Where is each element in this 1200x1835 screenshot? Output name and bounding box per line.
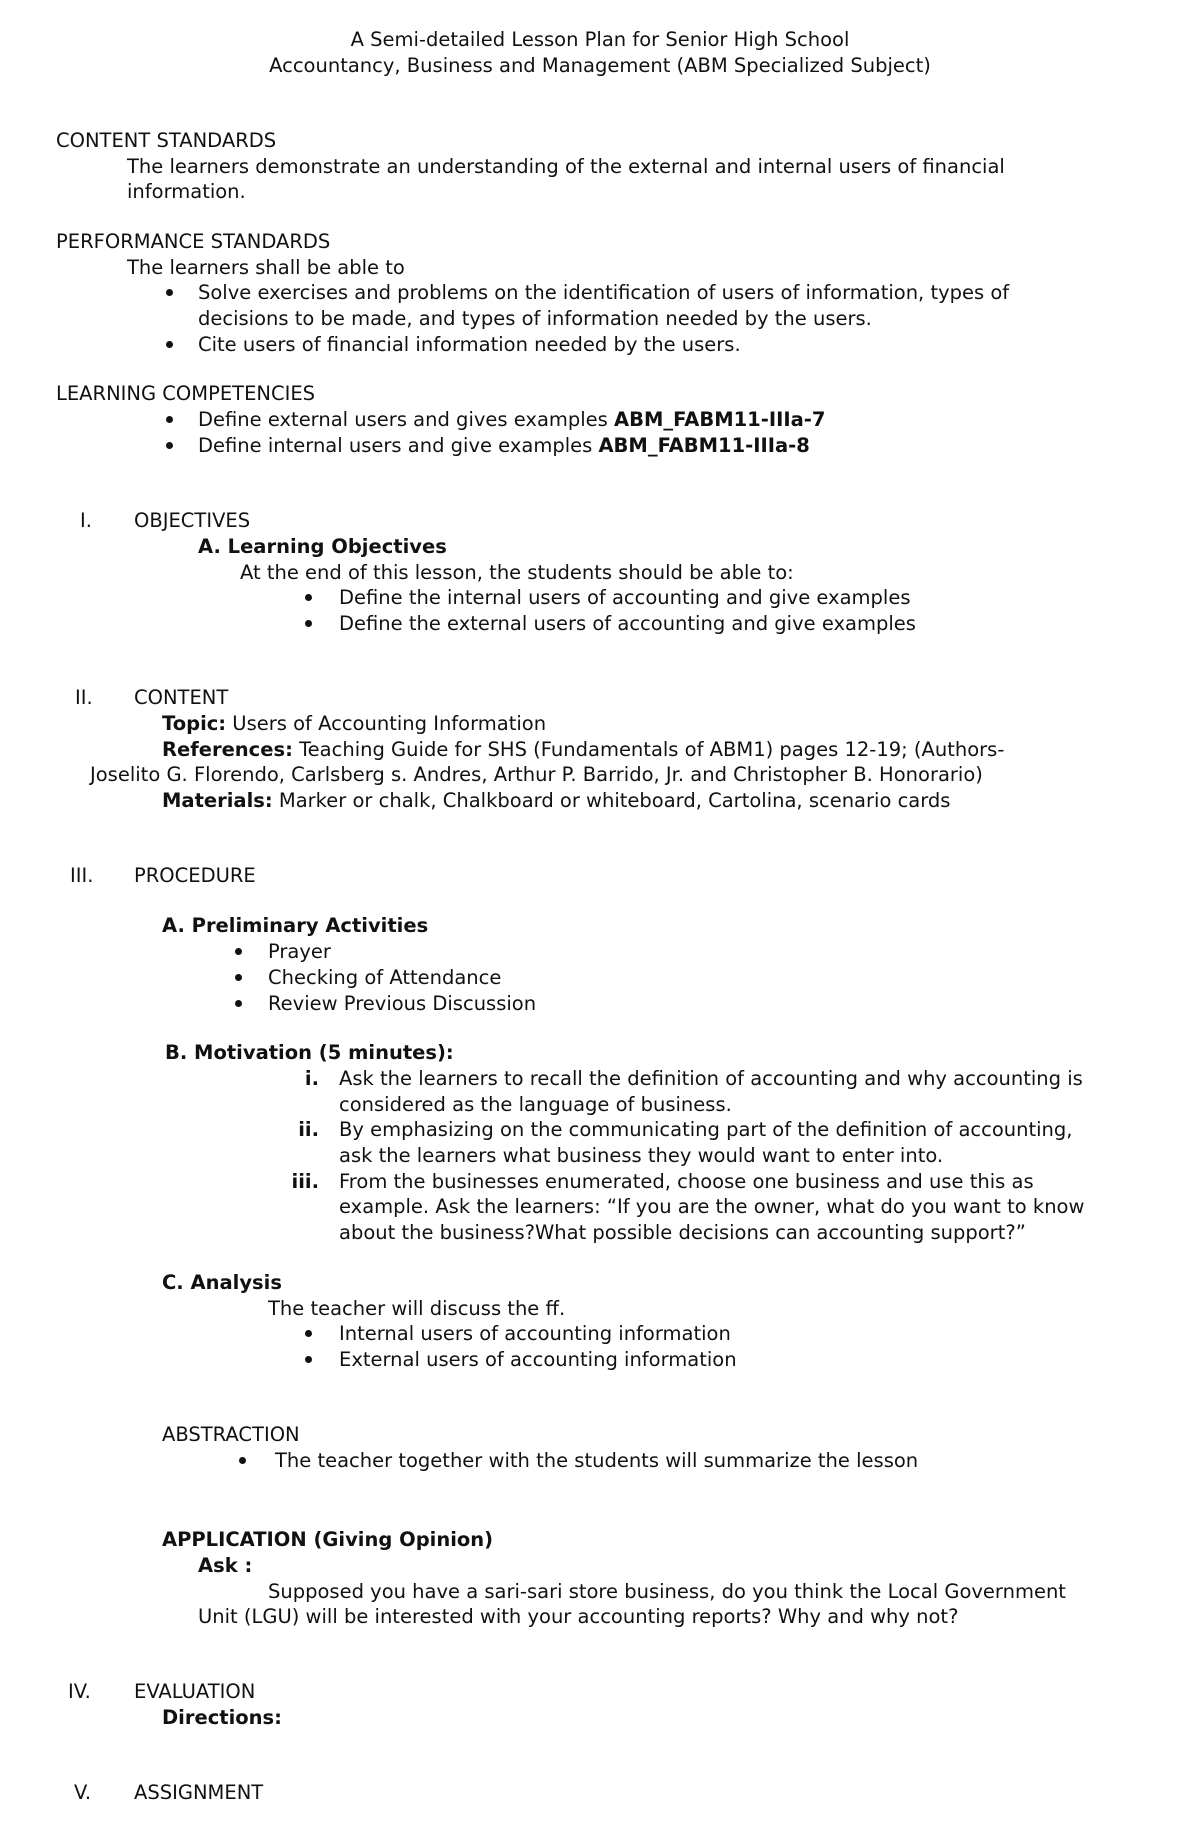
analysis-intro: The teacher will discuss the ff. [268, 1297, 566, 1320]
application-text-line2: Unit (LGU) will be interested with your accounting reports? Why and why not? [198, 1605, 959, 1628]
bullet-icon [305, 1356, 312, 1363]
section-numeral: II. [75, 686, 93, 709]
application-text-line1: Supposed you have a sari-sari store business, do you think the Local Government [268, 1580, 1066, 1603]
performance-bullet2: Cite users of financial information needed by the users. [198, 333, 741, 356]
analysis-item: Internal users of accounting information [339, 1322, 731, 1345]
evaluation-heading: EVALUATION [134, 1680, 256, 1703]
learning-objectives-subheading: A. Learning Objectives [198, 535, 447, 558]
evaluation-directions-label: Directions: [162, 1706, 282, 1729]
references-value: Teaching Guide for SHS (Fundamentals of ABM1) pages 12-19; (Authors- [292, 738, 1005, 761]
document-title-line2: Accountancy, Business and Management (ABM Specialized Subject) [269, 54, 931, 77]
performance-standards-intro: The learners shall be able to [127, 256, 405, 279]
section-numeral: III. [70, 864, 94, 887]
abstraction-item: The teacher together with the students will summarize the lesson [275, 1449, 919, 1472]
bullet-icon [305, 594, 312, 601]
content-standards-text-line2: information. [127, 180, 246, 203]
references-value-line2: Joselito G. Florendo, Carlsberg s. Andres, Arthur P. Barrido, Jr. and Christopher B. Honorario) [90, 763, 983, 786]
application-ask-label: Ask : [198, 1554, 253, 1577]
preliminary-activities-heading: A. Preliminary Activities [162, 914, 429, 937]
bullet-icon [305, 1330, 312, 1337]
analysis-item: External users of accounting information [339, 1348, 737, 1371]
objective-item-1: Define the internal users of accounting and give examples [339, 586, 911, 609]
content-heading: CONTENT [134, 686, 229, 709]
procedure-heading: PROCEDURE [134, 864, 256, 887]
objectives-intro: At the end of this lesson, the students should be able to: [240, 561, 794, 584]
objectives-heading: OBJECTIVES [134, 509, 251, 532]
topic-label: Topic: [162, 712, 227, 735]
motivation-item-2-line1: By emphasizing on the communicating part of the definition of accounting, [339, 1118, 1073, 1141]
bullet-icon [166, 416, 173, 423]
section-numeral: IV. [68, 1680, 91, 1703]
topic-value: Users of Accounting Information [226, 712, 547, 735]
content-standards-text-line1: The learners demonstrate an understanding of the external and internal users of financial [127, 155, 1005, 178]
motivation-item-3-line2: example. Ask the learners: “If you are the owner, what do you want to know [339, 1195, 1085, 1218]
performance-standards-heading: PERFORMANCE STANDARDS [56, 230, 331, 253]
performance-bullet1-line1: Solve exercises and problems on the identification of users of information, types of [198, 281, 1010, 304]
bullet-icon [239, 1457, 246, 1464]
section-numeral: I. [80, 509, 92, 532]
analysis-heading: C. Analysis [162, 1271, 282, 1294]
motivation-item-1-line2: considered as the language of business. [339, 1093, 732, 1116]
motivation-item-3-line1: From the businesses enumerated, choose one business and use this as [339, 1170, 1034, 1193]
bullet-icon [235, 948, 242, 955]
materials-label: Materials: [162, 789, 273, 812]
learning-competencies-heading: LEARNING COMPETENCIES [56, 382, 316, 405]
bullet-icon [305, 620, 312, 627]
abstraction-heading: ABSTRACTION [162, 1423, 300, 1446]
assignment-heading: ASSIGNMENT [134, 1781, 264, 1804]
bullet-icon [166, 341, 173, 348]
materials-value: Marker or chalk, Chalkboard or whiteboard, Cartolina, scenario cards [272, 789, 951, 812]
competency-text: Define external users and gives examples [198, 408, 615, 431]
motivation-item-number: i. [304, 1067, 319, 1090]
preliminary-item: Checking of Attendance [268, 966, 502, 989]
section-numeral: V. [74, 1781, 92, 1804]
competency-item-1 [198, 410, 825, 430]
motivation-item-3-line3: about the business?What possible decisions can accounting support?” [339, 1221, 1026, 1244]
bullet-icon [166, 289, 173, 296]
bullet-icon [235, 1000, 242, 1007]
topic-line [162, 714, 546, 734]
motivation-heading: B. Motivation (5 minutes): [165, 1041, 454, 1064]
objective-item-2: Define the external users of accounting and give examples [339, 612, 916, 635]
motivation-item-2-line2: ask the learners what business they would want to enter into. [339, 1144, 944, 1167]
performance-bullet1-line2: decisions to be made, and types of information needed by the users. [198, 307, 872, 330]
competency-text: Define internal users and give examples [198, 434, 599, 457]
motivation-item-number: iii. [291, 1170, 319, 1193]
bullet-icon [235, 974, 242, 981]
competency-item-2 [198, 436, 810, 456]
references-label: References: [162, 738, 293, 761]
competency-code: ABM_FABM11-IIIa-8 [598, 434, 810, 457]
preliminary-item: Prayer [268, 940, 331, 963]
motivation-item-1-line1: Ask the learners to recall the definition of accounting and why accounting is [339, 1067, 1083, 1090]
motivation-item-number: ii. [298, 1118, 319, 1141]
materials-line [162, 791, 950, 811]
competency-code: ABM_FABM11-IIIa-7 [614, 408, 826, 431]
document-title-line1: A Semi-detailed Lesson Plan for Senior High School [350, 28, 850, 51]
references-line [162, 740, 1004, 760]
application-heading: APPLICATION (Giving Opinion) [162, 1528, 494, 1551]
content-standards-heading: CONTENT STANDARDS [56, 129, 277, 152]
preliminary-item: Review Previous Discussion [268, 992, 537, 1015]
bullet-icon [166, 442, 173, 449]
